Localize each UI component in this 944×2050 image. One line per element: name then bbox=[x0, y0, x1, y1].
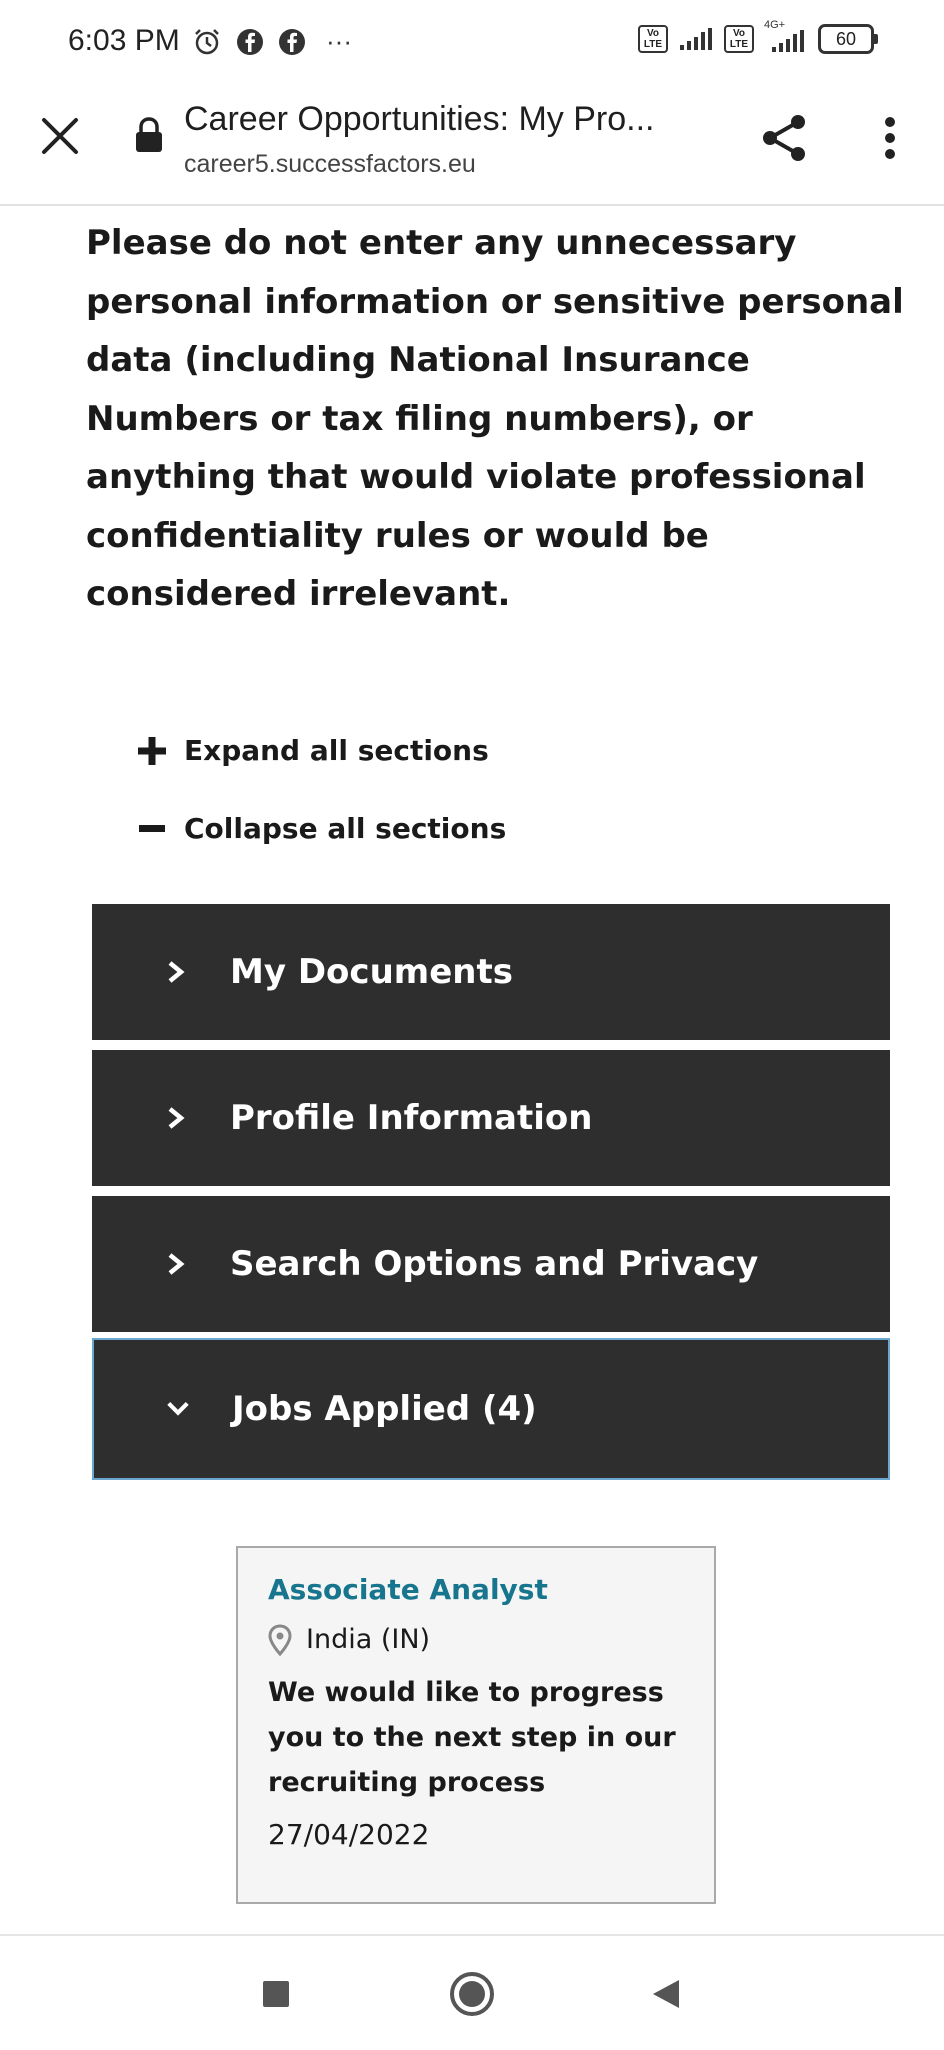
job-title-link[interactable]: Associate Analyst bbox=[268, 1573, 548, 1606]
collapse-all-link[interactable] bbox=[134, 812, 506, 845]
lock-icon bbox=[134, 116, 164, 154]
alarm-icon bbox=[192, 27, 222, 57]
facebook-icon bbox=[236, 28, 264, 56]
job-location bbox=[268, 1620, 684, 1660]
secure-connection-indicator[interactable] bbox=[134, 116, 164, 158]
section-label: Jobs Applied (4) bbox=[232, 1389, 537, 1429]
chevron-down-icon bbox=[166, 1397, 190, 1421]
custom-tab-toolbar bbox=[0, 80, 944, 206]
battery-level: 60 bbox=[818, 24, 874, 54]
signal-icon bbox=[764, 29, 808, 53]
chevron-right-icon bbox=[164, 1252, 188, 1276]
system-navigation-bar bbox=[0, 1934, 944, 2050]
section-label: My Documents bbox=[230, 952, 513, 992]
section-jobs-applied[interactable] bbox=[92, 1338, 890, 1480]
network-type-label: 4G+ bbox=[764, 19, 786, 31]
minus-icon bbox=[134, 824, 170, 834]
section-search-options-privacy[interactable] bbox=[92, 1196, 890, 1332]
close-button[interactable] bbox=[32, 108, 88, 164]
application-date: 27/04/2022 bbox=[268, 1818, 430, 1851]
share-icon bbox=[760, 113, 808, 163]
system-status-icons bbox=[638, 19, 878, 54]
status-bar bbox=[0, 0, 944, 80]
more-options-button[interactable] bbox=[862, 110, 918, 166]
volte-badge-sim2: Vo LTE bbox=[724, 25, 754, 53]
signal-icon bbox=[678, 27, 714, 51]
volte-badge-sim1: Vo LTE bbox=[638, 25, 668, 53]
page-url[interactable]: career5.successfactors.eu bbox=[184, 150, 476, 178]
application-status: We would like to progress you to the next step in our recruiting process bbox=[268, 1677, 676, 1798]
status-time: 6:03 PM bbox=[68, 24, 180, 57]
notification-icons bbox=[192, 26, 352, 57]
job-location-text: India (IN) bbox=[306, 1624, 431, 1655]
back-button[interactable] bbox=[636, 1964, 696, 2024]
plus-icon bbox=[134, 735, 170, 767]
triangle-back-icon bbox=[651, 1978, 681, 2010]
privacy-notice: Please do not enter any unnecessary personal information or sensitive personal data (including National Insurance Numbers or tax filing numbers), or anything that would violate professional confidentiality rules or would be considered irrelevant. bbox=[86, 223, 904, 614]
section-label: Profile Information bbox=[230, 1098, 593, 1138]
circle-icon bbox=[449, 1971, 495, 2017]
more-vert-icon bbox=[884, 116, 896, 160]
chevron-right-icon bbox=[164, 960, 188, 984]
location-pin-icon bbox=[268, 1624, 292, 1656]
home-button[interactable] bbox=[442, 1964, 502, 2024]
network-signal bbox=[764, 19, 808, 53]
battery-icon bbox=[818, 24, 878, 54]
page-title[interactable]: Career Opportunities: My Pro... bbox=[184, 100, 655, 138]
section-label: Search Options and Privacy bbox=[230, 1244, 759, 1284]
collapse-all-label: Collapse all sections bbox=[184, 812, 507, 845]
chevron-right-icon bbox=[164, 1106, 188, 1130]
facebook-icon bbox=[278, 28, 306, 56]
expand-all-link[interactable] bbox=[134, 734, 489, 767]
section-my-documents[interactable] bbox=[92, 904, 890, 1040]
square-icon bbox=[261, 1979, 291, 2009]
recents-button[interactable] bbox=[246, 1964, 306, 2024]
expand-all-label: Expand all sections bbox=[184, 734, 489, 767]
section-profile-information[interactable] bbox=[92, 1050, 890, 1186]
job-application-card bbox=[236, 1546, 716, 1904]
more-notifications-icon: ··· bbox=[326, 26, 352, 56]
close-icon bbox=[40, 116, 80, 156]
share-button[interactable] bbox=[756, 110, 812, 166]
